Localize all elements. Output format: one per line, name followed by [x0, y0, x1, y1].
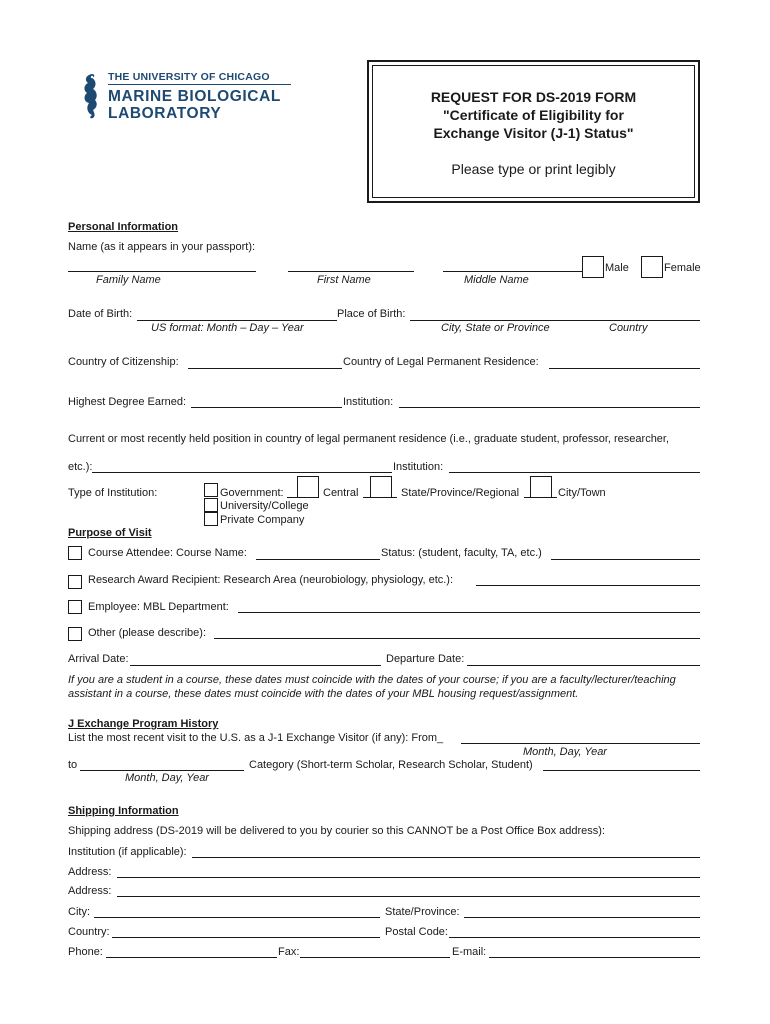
central-checkbox[interactable] — [297, 476, 319, 498]
purpose-heading: Purpose of Visit — [68, 527, 152, 539]
residence-label: Country of Legal Permanent Residence: — [343, 356, 539, 368]
dob-field[interactable] — [137, 320, 337, 321]
government-label: Government: — [220, 487, 284, 499]
city-label-ship: City: — [68, 906, 90, 918]
to-label: to — [68, 759, 78, 771]
institution-label: Institution: — [343, 396, 394, 408]
form-title: REQUEST FOR DS-2019 FORM — [430, 89, 637, 105]
citizenship-label: Country of Citizenship: — [68, 356, 179, 368]
employee-label: Employee: MBL Department: — [88, 601, 229, 613]
address1-field[interactable] — [117, 877, 700, 878]
institution-field[interactable] — [399, 407, 700, 408]
family-name-hint: Family Name — [96, 274, 161, 286]
logo-university: THE UNIVERSITY OF CHICAGO — [108, 71, 270, 83]
course-label: Course Attendee: Course Name: — [88, 547, 247, 559]
central-blank — [363, 497, 370, 498]
dob-hint: US format: Month – Day – Year — [151, 322, 304, 334]
city-label: City/Town — [558, 487, 606, 499]
state-blank — [392, 497, 397, 498]
institution2-label: Institution: — [393, 461, 444, 473]
course-name-field[interactable] — [256, 559, 380, 560]
status-label: Status: (student, faculty, TA, etc.) — [381, 547, 542, 559]
dates-note-line2: assistant in a course, these dates must coincide with the dates of your MBL housing request/assignment. — [68, 688, 579, 700]
city-blank2 — [552, 497, 557, 498]
private-checkbox[interactable] — [204, 512, 218, 526]
city-checkbox[interactable] — [530, 476, 552, 498]
address2-field[interactable] — [117, 896, 700, 897]
logo-line2: MARINE BIOLOGICAL — [108, 88, 281, 105]
postal-code-field[interactable] — [449, 937, 700, 938]
other-label: Other (please describe): — [88, 627, 206, 639]
category-label: Category (Short-term Scholar, Research Scholar, Student) — [249, 759, 533, 771]
course-checkbox[interactable] — [68, 546, 82, 560]
middle-name-field[interactable] — [443, 271, 583, 272]
institution-type-label: Type of Institution: — [68, 487, 158, 499]
seahorse-icon — [80, 72, 102, 120]
family-name-field[interactable] — [68, 271, 256, 272]
citizenship-field[interactable] — [188, 368, 342, 369]
dates-note-line1: If you are a student in a course, these dates must coincide with the dates of your course; if you are a faculty/lecturer/teaching — [68, 674, 676, 686]
title-box — [367, 60, 700, 203]
government-blank — [287, 497, 297, 498]
history-heading: J Exchange Program History — [68, 718, 219, 730]
phone-label: Phone: — [68, 946, 103, 958]
name-label: Name (as it appears in your passport): — [68, 241, 256, 253]
visit-label: List the most recent visit to the U.S. as a J-1 Exchange Visitor (if any): From_ — [68, 732, 444, 744]
form-subtitle: Please type or print legibly — [451, 161, 616, 177]
pob-label: Place of Birth: — [337, 308, 406, 320]
postal-code-label: Postal Code: — [385, 926, 448, 938]
state-label: State/Province/Regional — [401, 487, 520, 499]
other-field[interactable] — [214, 638, 700, 639]
first-name-field[interactable] — [288, 271, 414, 272]
dob-label: Date of Birth: — [68, 308, 133, 320]
degree-field[interactable] — [191, 407, 342, 408]
state-checkbox[interactable] — [370, 476, 392, 498]
form-title-line3: Exchange Visitor (J-1) Status" — [433, 125, 634, 141]
fax-field[interactable] — [300, 957, 450, 958]
email-label: E-mail: — [452, 946, 487, 958]
arrival-field[interactable] — [130, 665, 381, 666]
logo-line3: LABORATORY — [108, 105, 222, 122]
personal-heading: Personal Information — [68, 221, 179, 233]
category-field[interactable] — [543, 770, 700, 771]
research-label: Research Award Recipient: Research Area (neurobiology, physiology, etc.): — [88, 574, 454, 586]
position-label: Current or most recently held position in country of legal permanent residence (i.e., graduate student, professor, researcher, — [68, 433, 670, 445]
private-label: Private Company — [220, 514, 305, 526]
other-checkbox[interactable] — [68, 627, 82, 641]
male-label: Male — [605, 262, 629, 274]
ship-institution-field[interactable] — [192, 857, 700, 858]
middle-name-hint: Middle Name — [464, 274, 529, 286]
ship-institution-label: Institution (if applicable): — [68, 846, 187, 858]
institution2-field[interactable] — [449, 472, 700, 473]
male-checkbox[interactable] — [582, 256, 604, 278]
employee-checkbox[interactable] — [68, 600, 82, 614]
research-checkbox[interactable] — [68, 575, 82, 589]
status-field[interactable] — [551, 559, 700, 560]
university-label: University/College — [220, 500, 309, 512]
phone-field[interactable] — [106, 957, 277, 958]
to-date-hint: Month, Day, Year — [125, 772, 209, 784]
university-checkbox[interactable] — [204, 498, 218, 512]
residence-field[interactable] — [549, 368, 700, 369]
pob-city-hint: City, State or Province — [441, 322, 550, 334]
address2-label: Address: — [68, 885, 112, 897]
government-checkbox[interactable] — [204, 483, 218, 497]
city-field[interactable] — [94, 917, 380, 918]
country-label: Country: — [68, 926, 110, 938]
departure-label: Departure Date: — [386, 653, 465, 665]
to-date-field[interactable] — [80, 770, 244, 771]
from-date-field[interactable] — [461, 743, 700, 744]
female-checkbox[interactable] — [641, 256, 663, 278]
state-province-field[interactable] — [464, 917, 700, 918]
degree-label: Highest Degree Earned: — [68, 396, 187, 408]
fax-label: Fax: — [278, 946, 300, 958]
department-field[interactable] — [238, 612, 700, 613]
shipping-intro: Shipping address (DS-2019 will be delivered to you by courier so this CANNOT be a Post Office Box address): — [68, 825, 606, 837]
pob-country-hint: Country — [609, 322, 648, 334]
etc-label: etc.): — [68, 461, 93, 473]
logo-divider — [108, 84, 291, 85]
shipping-heading: Shipping Information — [68, 805, 179, 817]
state-province-label: State/Province: — [385, 906, 460, 918]
from-date-hint: Month, Day, Year — [523, 746, 607, 758]
pob-field[interactable] — [410, 320, 700, 321]
form-title-line2: "Certificate of Eligibility for — [443, 107, 624, 123]
research-area-field[interactable] — [476, 585, 700, 586]
central-label: Central — [323, 487, 359, 499]
country-field[interactable] — [112, 937, 380, 938]
female-label: Female — [664, 262, 701, 274]
arrival-label: Arrival Date: — [68, 653, 129, 665]
position-field[interactable] — [92, 472, 392, 473]
email-field[interactable] — [489, 957, 700, 958]
address1-label: Address: — [68, 866, 112, 878]
departure-field[interactable] — [467, 665, 700, 666]
first-name-hint: First Name — [317, 274, 371, 286]
